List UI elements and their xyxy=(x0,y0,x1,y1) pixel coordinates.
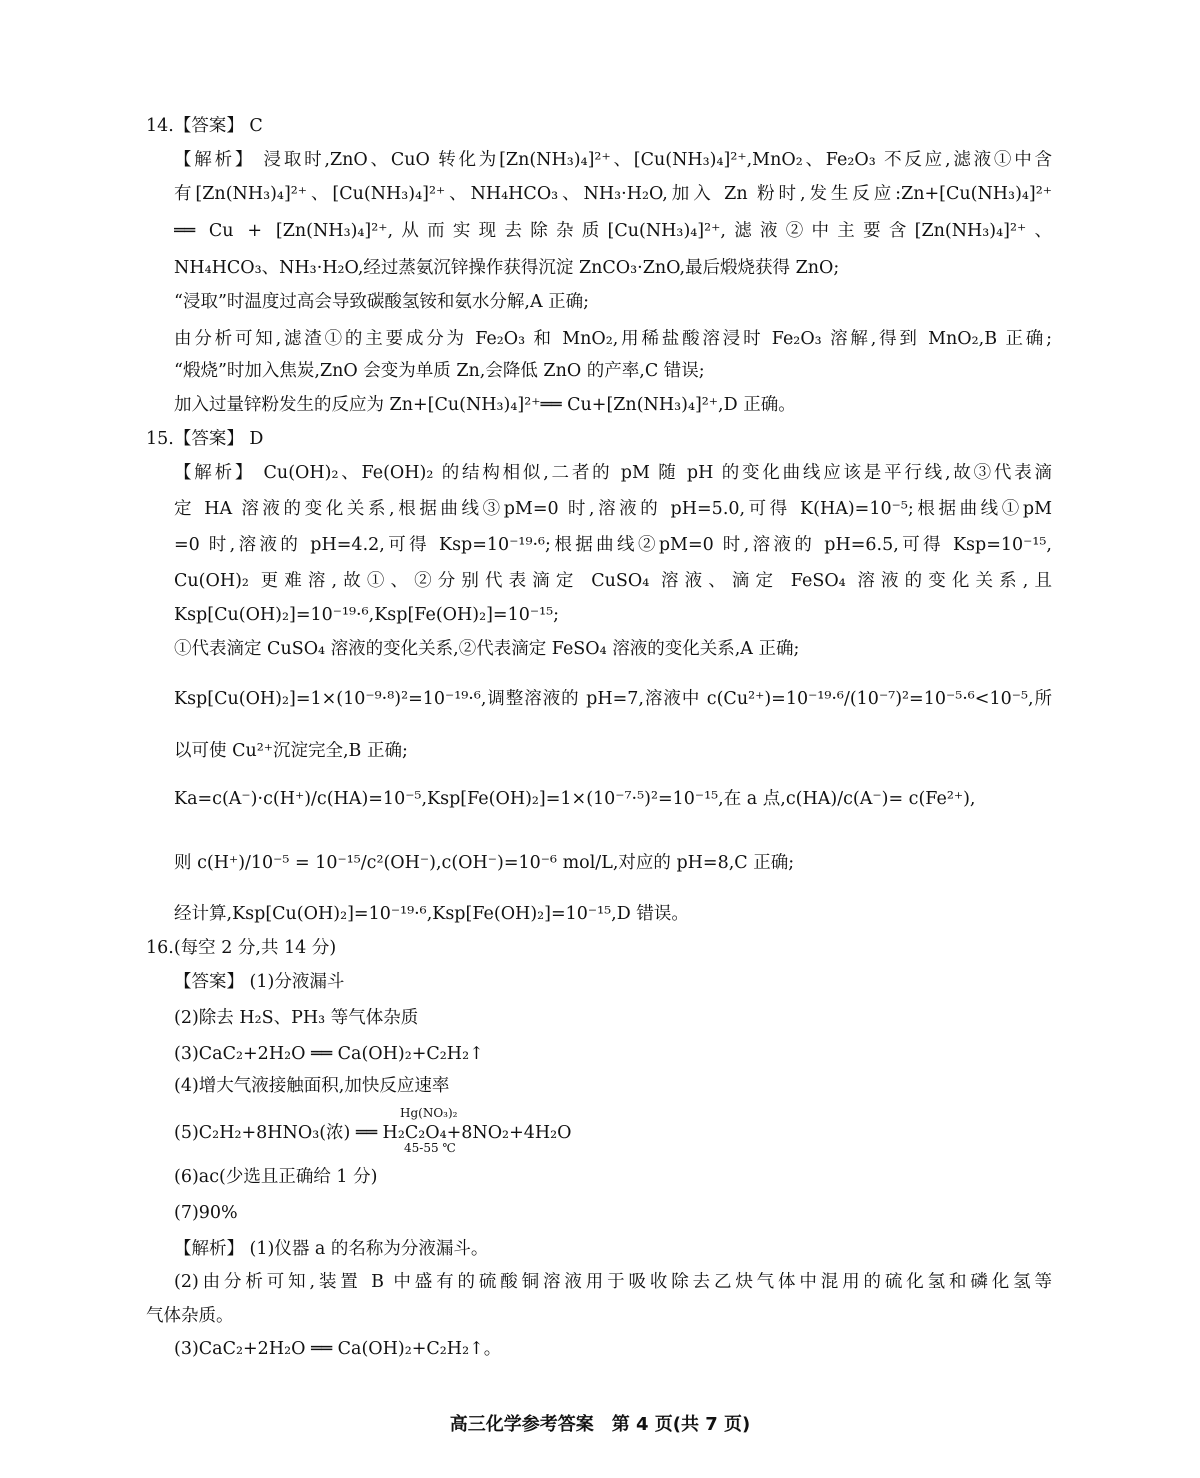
q16-answer-item: (4)增大气液接触面积,加快反应速率 xyxy=(174,1076,450,1096)
q15-analysis-line: Ksp[Cu(OH)₂]=10⁻¹⁹·⁶,Ksp[Fe(OH)₂]=10⁻¹⁵; xyxy=(174,605,560,625)
q16-answer-item: (2)除去 H₂S、PH₃ 等气体杂质 xyxy=(174,1008,419,1028)
q14-analysis-line: NH₄HCO₃、NH₃·H₂O,经过蒸氨沉锌操作获得沉淀 ZnCO₃·ZnO,最后煅烧获得 ZnO; xyxy=(174,258,840,278)
q16-answer-item: (7)90% xyxy=(174,1203,238,1223)
q15-analysis-line: =0 时,溶液的 pH=4.2,可得 Ksp=10⁻¹⁹·⁶;根据曲线②pM=0 时,溶液的 pH=6.5,可得 Ksp=10⁻¹⁵, xyxy=(174,535,1052,555)
q15-analysis-line: 以可使 Cu²⁺沉淀完全,B 正确; xyxy=(174,741,408,761)
q14-analysis-line: ══ Cu + [Zn(NH₃)₄]²⁺,从而实现去除杂质[Cu(NH₃)₄]²⁺,滤液②中主要含[Zn(NH₃)₄]²⁺、 xyxy=(174,221,1052,241)
q14-analysis-line: “煅烧”时加入焦炭,ZnO 会变为单质 Zn,会降低 ZnO 的产率,C 错误; xyxy=(174,361,705,381)
q16-answer-item: (6)ac(少选且正确给 1 分) xyxy=(174,1167,378,1187)
q14-analysis-line: “浸取”时温度过高会导致碳酸氢铵和氨水分解,A 正确; xyxy=(174,292,590,312)
reaction-condition-top: Hg(NO₃)₂ xyxy=(400,1106,458,1120)
q16-analysis-line: 【解析】 (1)仪器 a 的名称为分液漏斗。 xyxy=(174,1239,489,1259)
q14-analysis-line: 由分析可知,滤渣①的主要成分为 Fe₂O₃ 和 MnO₂,用稀盐酸溶浸时 Fe₂O₃ 溶解,得到 MnO₂,B 正确; xyxy=(174,329,1052,349)
q15-analysis-line: 定 HA 溶液的变化关系,根据曲线③pM=0 时,溶液的 pH=5.0,可得 K(HA)=10⁻⁵;根据曲线①pM xyxy=(174,499,1052,519)
q15-analysis-line: Ksp[Cu(OH)₂]=1×(10⁻⁹·⁸)²=10⁻¹⁹·⁶,调整溶液的 pH=7,溶液中 c(Cu²⁺)=10⁻¹⁹·⁶/(10⁻⁷)²=10⁻⁵·⁶<10⁻⁵,所 xyxy=(174,689,1052,709)
q16-answer-item: (3)CaC₂+2H₂O ══ Ca(OH)₂+C₂H₂↑ xyxy=(174,1044,484,1064)
q15-analysis-line: Ka=c(A⁻)·c(H⁺)/c(HA)=10⁻⁵,Ksp[Fe(OH)₂]=1×(10⁻⁷·⁵)²=10⁻¹⁵,在 a 点,c(HA)/c(A⁻)= c(Fe²⁺), xyxy=(174,789,976,809)
q16-header: 16.(每空 2 分,共 14 分) xyxy=(146,938,337,958)
q14-analysis-line: 加入过量锌粉发生的反应为 Zn+[Cu(NH₃)₄]²⁺══ Cu+[Zn(NH₃)₄]²⁺,D 正确。 xyxy=(174,395,796,415)
q16-answer: 【答案】 (1)分液漏斗 xyxy=(174,972,345,992)
q16-analysis-line: 气体杂质。 xyxy=(146,1306,234,1326)
q15-answer: 15.【答案】 D xyxy=(146,429,264,449)
q14-answer: 14.【答案】 C xyxy=(146,116,263,136)
q15-analysis-line: Cu(OH)₂ 更难溶,故①、②分别代表滴定 CuSO₄ 溶液、滴定 FeSO₄ 溶液的变化关系,且 xyxy=(174,571,1052,591)
page-footer: 高三化学参考答案 第 4 页(共 7 页) xyxy=(449,1414,751,1435)
q16-analysis-line: (3)CaC₂+2H₂O ══ Ca(OH)₂+C₂H₂↑。 xyxy=(174,1339,502,1359)
q16-analysis-line: (2)由分析可知,装置 B 中盛有的硫酸铜溶液用于吸收除去乙炔气体中混用的硫化氢和磷化氢等 xyxy=(174,1272,1052,1292)
q14-analysis-line: 【解析】 浸取时,ZnO、CuO 转化为[Zn(NH₃)₄]²⁺、[Cu(NH₃)₄]²⁺,MnO₂、Fe₂O₃ 不反应,滤液①中含 xyxy=(174,150,1052,170)
q15-analysis-line: 则 c(H⁺)/10⁻⁵ = 10⁻¹⁵/c²(OH⁻),c(OH⁻)=10⁻⁶ mol/L,对应的 pH=8,C 正确; xyxy=(174,853,795,873)
q14-analysis-line: 有[Zn(NH₃)₄]²⁺、[Cu(NH₃)₄]²⁺、NH₄HCO₃、NH₃·H₂O,加入 Zn 粉时,发生反应:Zn+[Cu(NH₃)₄]²⁺ xyxy=(174,184,1052,204)
q15-analysis-line: ①代表滴定 CuSO₄ 溶液的变化关系,②代表滴定 FeSO₄ 溶液的变化关系,A 正确; xyxy=(174,639,800,659)
q15-analysis-line: 【解析】 Cu(OH)₂、Fe(OH)₂ 的结构相似,二者的 pM 随 pH 的变化曲线应该是平行线,故③代表滴 xyxy=(174,463,1052,483)
reaction-condition-bottom: 45-55 ℃ xyxy=(404,1141,456,1155)
q16-answer-item: (5)C₂H₂+8HNO₃(浓) ══ H₂C₂O₄+8NO₂+4H₂O xyxy=(174,1123,572,1143)
q15-analysis-line: 经计算,Ksp[Cu(OH)₂]=10⁻¹⁹·⁶,Ksp[Fe(OH)₂]=10⁻¹⁵,D 错误。 xyxy=(174,904,689,924)
